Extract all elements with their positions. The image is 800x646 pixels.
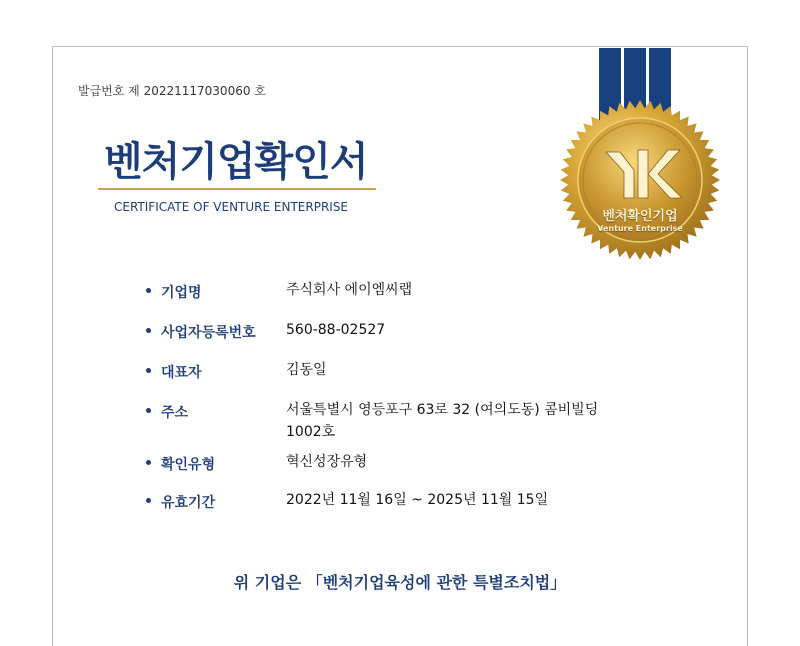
field-value: 2022년 11월 16일 ~ 2025년 11월 15일: [286, 492, 549, 508]
certificate-subtitle: CERTIFICATE OF VENTURE ENTERPRISE: [114, 200, 349, 214]
certificate-title: 벤처기업확인서: [104, 139, 368, 185]
field-value: 560-88-02527: [286, 322, 386, 338]
field-value: 혁신성장유형: [286, 454, 368, 470]
field-label: 대표자: [161, 365, 202, 381]
bullet-icon: [146, 408, 151, 413]
field-label: 기업명: [161, 285, 202, 301]
field-value: 김동일: [286, 362, 327, 378]
seal-label-ko: 벤처확인기업: [602, 209, 678, 224]
field-value: 서울특별시 영등포구 63로 32 (여의도동) 콤비빌딩 1002호: [286, 402, 599, 440]
field-label: 주소: [161, 405, 189, 421]
bullet-icon: [146, 368, 151, 373]
bullet-icon: [146, 288, 151, 293]
field-label: 유효기간: [161, 495, 216, 511]
field-value: 주식회사 에이엠씨랩: [286, 282, 413, 298]
bullet-icon: [146, 328, 151, 333]
bullet-icon: [146, 498, 151, 503]
venture-seal-icon: [560, 100, 720, 260]
title-divider: [98, 188, 376, 190]
bullet-icon: [146, 460, 151, 465]
issue-number: 발급번호 제 20221117030060 호: [78, 84, 266, 98]
field-label: 사업자등록번호: [161, 325, 256, 341]
field-label: 확인유형: [161, 457, 216, 473]
seal-label-en: Venture Enterprise: [597, 224, 683, 233]
certificate-footer-text: 위 기업은 「벤처기업육성에 관한 특별조치법」: [233, 573, 567, 592]
